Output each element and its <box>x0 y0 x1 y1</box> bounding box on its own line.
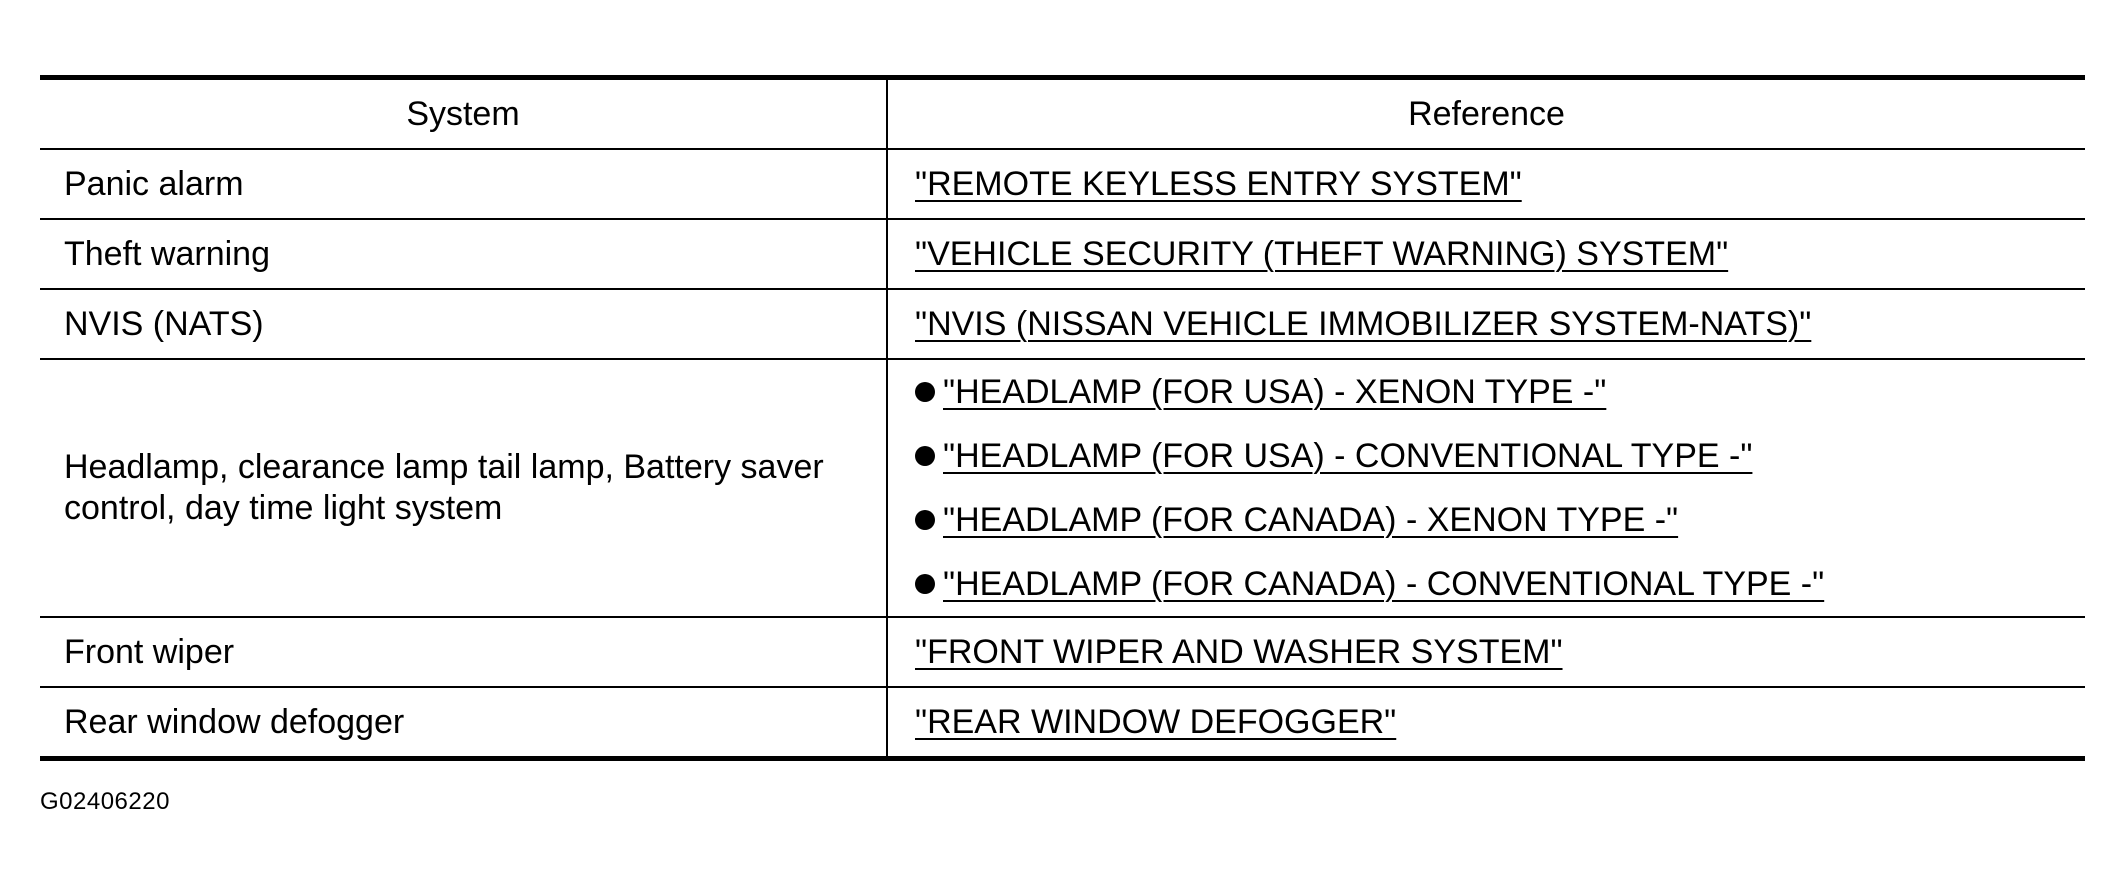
system-cell: Panic alarm <box>40 149 887 219</box>
bullet-icon <box>915 510 935 530</box>
table-row <box>40 617 2085 687</box>
system-cell: Front wiper <box>40 617 887 687</box>
reference-link[interactable]: "HEADLAMP (FOR USA) - XENON TYPE -" <box>943 372 1607 411</box>
figure-code: G02406220 <box>40 788 170 815</box>
reference-link[interactable]: "REAR WINDOW DEFOGGER" <box>915 702 1397 741</box>
reference-link[interactable]: "HEADLAMP (FOR USA) - CONVENTIONAL TYPE -" <box>943 436 1753 475</box>
table-row <box>40 289 2085 359</box>
reference-link[interactable]: "REMOTE KEYLESS ENTRY SYSTEM" <box>915 164 1522 203</box>
table-row <box>40 149 2085 219</box>
reference-cell <box>887 687 2085 759</box>
system-cell: NVIS (NATS) <box>40 289 887 359</box>
column-header-system: System <box>406 94 520 133</box>
system-cell: Headlamp, clearance lamp tail lamp, Battery saver control, day time light system <box>40 359 887 617</box>
reference-cell <box>887 359 2085 617</box>
reference-link[interactable]: "FRONT WIPER AND WASHER SYSTEM" <box>915 632 1563 671</box>
reference-link[interactable]: "HEADLAMP (FOR CANADA) - CONVENTIONAL TYPE -" <box>943 564 1825 603</box>
reference-cell <box>887 617 2085 687</box>
reference-bullet-list <box>915 360 2085 616</box>
list-item <box>915 360 2085 424</box>
table-header-row <box>40 78 2085 150</box>
reference-link[interactable]: "NVIS (NISSAN VEHICLE IMMOBILIZER SYSTEM-NATS)" <box>915 304 1812 343</box>
reference-link[interactable]: "HEADLAMP (FOR CANADA) - XENON TYPE -" <box>943 500 1679 539</box>
reference-cell <box>887 149 2085 219</box>
list-item <box>915 488 2085 552</box>
bullet-icon <box>915 446 935 466</box>
list-item <box>915 552 2085 616</box>
reference-cell <box>887 289 2085 359</box>
table-row <box>40 359 2085 617</box>
system-reference-table <box>40 75 2085 761</box>
column-header-reference: Reference <box>887 78 2085 150</box>
system-cell: Theft warning <box>40 219 887 289</box>
reference-cell <box>887 219 2085 289</box>
table-row <box>40 219 2085 289</box>
bullet-icon <box>915 382 935 402</box>
table-row <box>40 687 2085 759</box>
reference-link[interactable]: "VEHICLE SECURITY (THEFT WARNING) SYSTEM" <box>915 234 1729 273</box>
bullet-icon <box>915 574 935 594</box>
list-item <box>915 424 2085 488</box>
system-cell: Rear window defogger <box>40 687 887 759</box>
